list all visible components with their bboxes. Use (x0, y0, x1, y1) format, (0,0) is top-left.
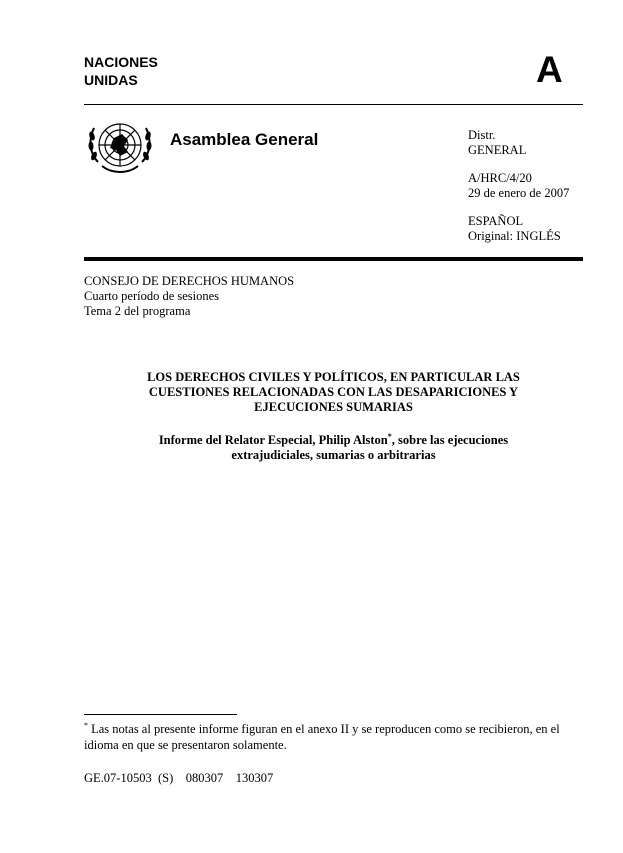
organization-name (84, 53, 158, 89)
un-emblem-icon (84, 116, 156, 180)
subtitle-part-2: , sobre las ejecuciones (391, 433, 509, 447)
organ-name: Asamblea General (170, 130, 319, 149)
footnote-separator (84, 714, 237, 715)
header-divider (84, 104, 583, 105)
document-subtitle (84, 433, 583, 463)
title-line-1: LOS DERECHOS CIVILES Y POLÍTICOS, EN PARTICULAR LAS (147, 370, 520, 384)
agenda-item: Tema 2 del programa (84, 304, 191, 318)
document-language: ESPAÑOL (468, 214, 524, 228)
subtitle-line-2: extrajudiciales, sumarias o arbitrarias (231, 448, 436, 462)
distr-value: GENERAL (468, 143, 527, 157)
distr-label: Distr. (468, 128, 496, 142)
original-language: Original: INGLÉS (468, 229, 561, 243)
org-line-1: NACIONES (84, 54, 158, 70)
footnote-text: Las notas al presente informe figuran en el anexo II y se reproducen como se recibieron, en el idioma en que se presentaron solamente. (84, 722, 560, 752)
footnote-marker: * (387, 431, 392, 441)
footnote (84, 721, 583, 753)
document-title (84, 370, 583, 415)
series-letter: A (536, 49, 563, 90)
org-line-2: UNIDAS (84, 72, 138, 88)
council-block (84, 274, 294, 319)
title-line-3: EJECUCIONES SUMARIAS (254, 400, 413, 414)
council-name: CONSEJO DE DERECHOS HUMANOS (84, 274, 295, 288)
subtitle-line-1 (84, 433, 583, 448)
footnote-marker-ref: * (84, 720, 88, 730)
title-line-2: CUESTIONES RELACIONADAS CON LAS DESAPARICIONES Y (148, 385, 519, 399)
document-date: 29 de enero de 2007 (468, 186, 570, 200)
document-code: GE.07-10503 (S) 080307 130307 (84, 771, 274, 785)
session: Cuarto período de sesiones (84, 289, 220, 303)
document-symbol: A/HRC/4/20 (468, 171, 532, 185)
subtitle-part-1: Informe del Relator Especial, Philip Alston (158, 433, 388, 447)
header-bottom-rule (84, 257, 583, 261)
